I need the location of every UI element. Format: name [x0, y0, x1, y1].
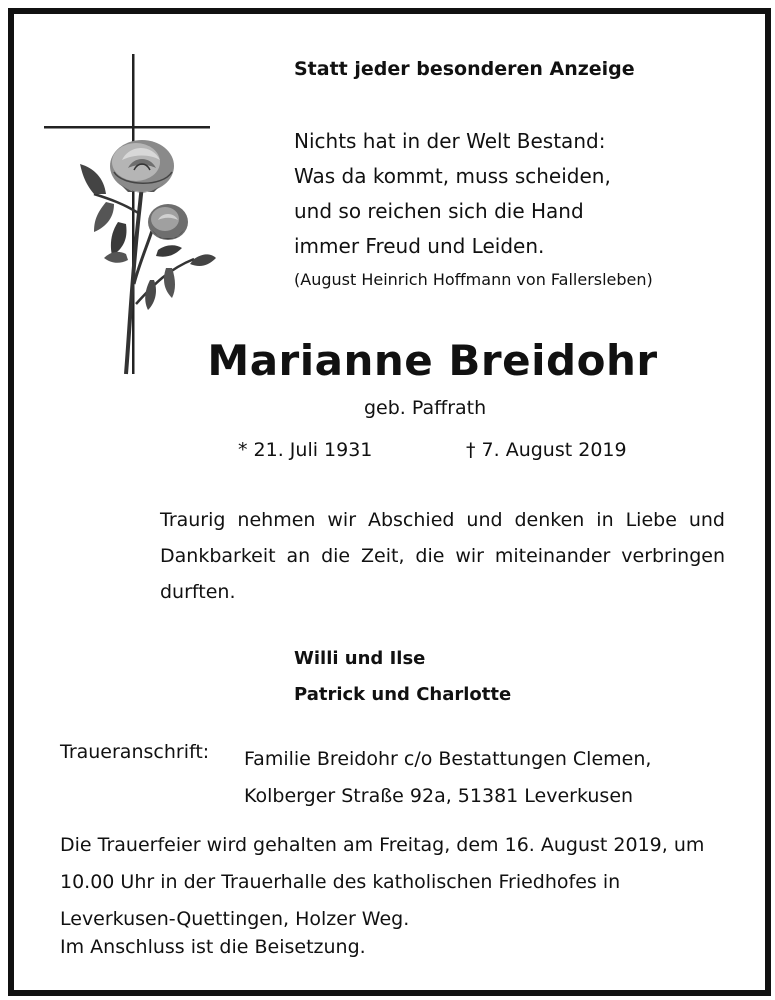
ceremony-text: Die Trauerfeier wird gehalten am Freitag, dem 16. August 2019, um 10.00 Uhr in der Trauerhalle des katholischen Friedhofes in Leverkusen-Quettingen, Holzer Weg.: [60, 834, 705, 930]
poem-line: und so reichen sich die Hand: [294, 199, 584, 223]
death-date: † 7. August 2019: [466, 439, 627, 461]
birth-name: geb. Paffrath: [364, 397, 487, 419]
poem-line: Nichts hat in der Welt Bestand:: [294, 129, 606, 153]
poem-line: immer Freud und Leiden.: [294, 234, 545, 258]
farewell-text: Traurig nehmen wir Abschied und denken in Liebe und Dankbarkeit an die Zeit, die wir miteinander verbringen durften.: [160, 509, 725, 603]
birth-date: * 21. Juli 1931: [238, 439, 373, 461]
signer: Patrick und Charlotte: [294, 684, 512, 705]
notice-heading: Statt jeder besonderen Anzeige: [294, 58, 635, 80]
deceased-name: Marianne Breidohr: [207, 336, 658, 385]
poem: [294, 124, 611, 264]
address-label: Traueranschrift:: [60, 741, 210, 763]
signer: Willi und Ilse: [294, 648, 426, 669]
mourning-address: [244, 741, 651, 815]
address-line: Kolberger Straße 92a, 51381 Leverkusen: [244, 785, 634, 807]
obituary-notice: [8, 8, 771, 996]
burial-text: Im Anschluss ist die Beisetzung.: [60, 936, 366, 958]
poem-line: Was da kommt, muss scheiden,: [294, 164, 611, 188]
address-line: Familie Breidohr c/o Bestattungen Clemen,: [244, 748, 652, 770]
signers: [294, 641, 511, 713]
poem-author: (August Heinrich Hoffmann von Fallersleben): [294, 270, 653, 289]
